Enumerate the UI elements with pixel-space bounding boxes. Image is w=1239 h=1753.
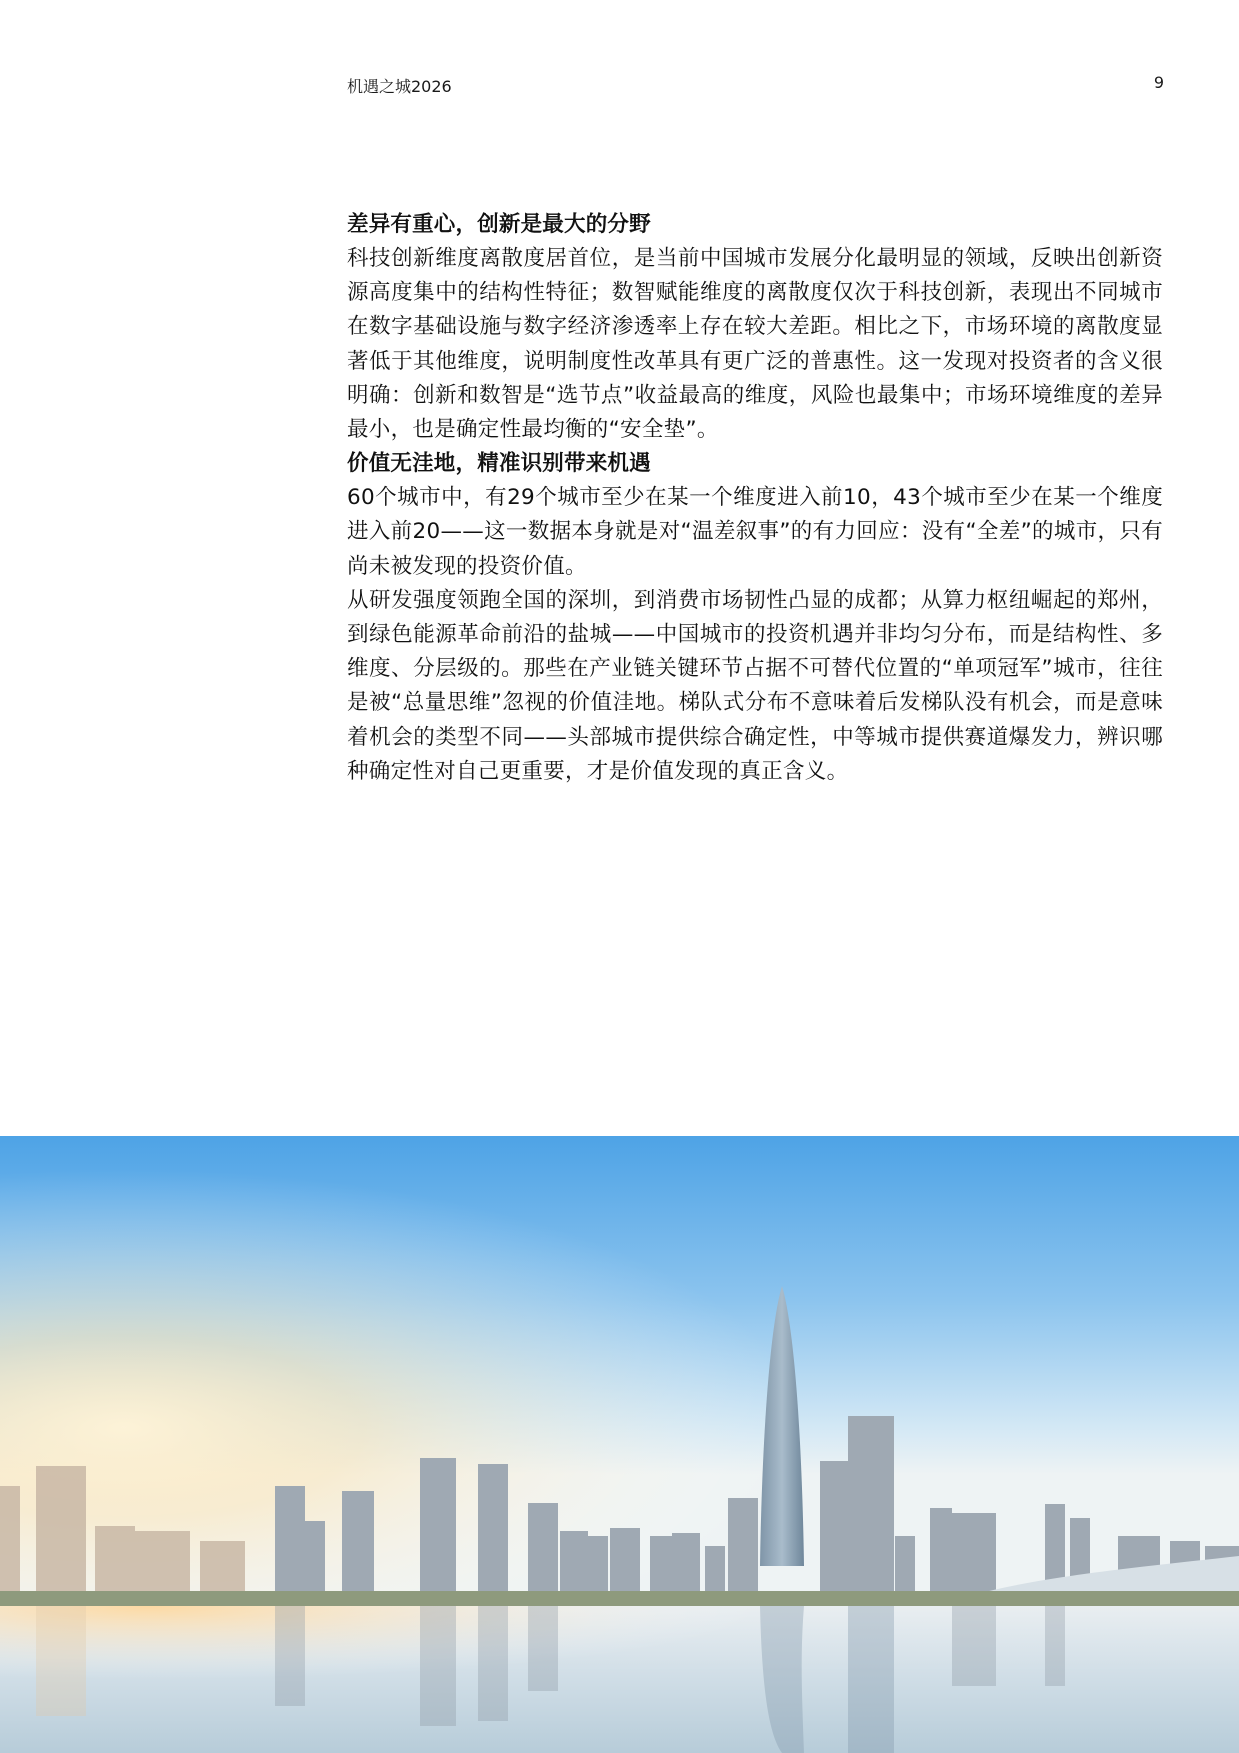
running-header-title: 机遇之城2026 (347, 77, 452, 96)
section-heading: 差异有重心，创新是最大的分野 (347, 212, 651, 237)
body-paragraph: 从研发强度领跑全国的深圳，到消费市场韧性凸显的成都；从算力枢纽崛起的郑州，到绿色能源革命前沿的盐城——中国城市的投资机遇并非均匀分布，而是结构性、多维度、分层级的。那些在产业链关键环节占据不可替代位置的“单项冠军”城市，往往是被“总量思维”忽视的价值洼地。梯队式分布不意味着后发梯队没有机会，而是意味着机会的类型不同——头部城市提供综合确定性，中等城市提供赛道爆发力，辨识哪种确定性对自己更重要，才是价值发现的真正含义。 (347, 587, 1163, 784)
section-heading: 价值无洼地，精准识别带来机遇 (347, 451, 651, 477)
city-skyline-photo (0, 1136, 1239, 1753)
body-paragraph: 科技创新维度离散度居首位，是当前中国城市发展分化最明显的领域，反映出创新资源高度集中的结构性特征；数智赋能维度的离散度仅次于科技创新，表现出不同城市在数字基础设施与数字经济渗透率上存在较大差距。相比之下，市场环境的离散度显著低于其他维度，说明制度性改革具有更广泛的普惠性。这一发现对投资者的含义很明确：创新和数智是“选节点”收益最高的维度，风险也最集中；市场环境维度的差异最小，也是确定性最均衡的“安全垫”。 (347, 246, 1163, 443)
article-body (347, 208, 1163, 789)
body-paragraph: 60个城市中，有29个城市至少在某一个维度进入前10，43个城市至少在某一个维度进入前20——这一数据本身就是对“温差叙事”的有力回应：没有“全差”的城市，只有尚未被发现的投资价值。 (347, 485, 1163, 579)
page-number: 9 (1153, 73, 1164, 92)
